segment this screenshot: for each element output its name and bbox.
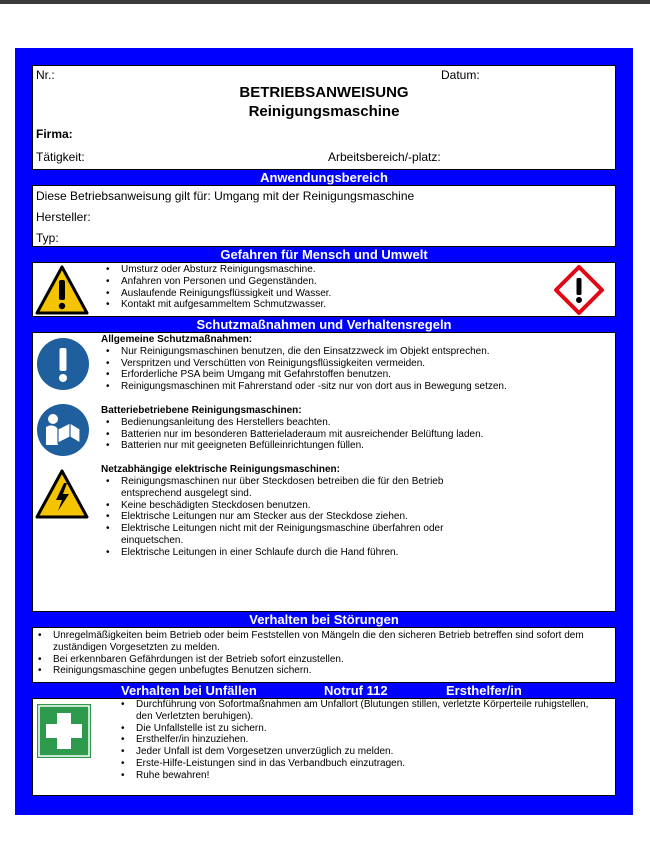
list-item: • Kontakt mit aufgesammeltem Schmutzwasser. bbox=[101, 299, 541, 311]
document-title: BETRIEBSANWEISUNG bbox=[239, 84, 409, 101]
list-item: • Elektrische Leitungen nicht mit der Reinigungsmaschine überfahren oder einquetschen. bbox=[101, 523, 496, 547]
header-box bbox=[32, 65, 616, 170]
list-item: • Durchführung von Sofortmaßnahmen am Unfallort (Blutungen stillen, verletzte Körperteile ruhigstellen, den Verletzten beruhigen). bbox=[116, 699, 606, 723]
nr-label: Nr.: bbox=[36, 68, 55, 82]
list-item: • Ruhe bewahren! bbox=[116, 770, 606, 782]
list-item: • Die Unfallstelle ist zu sichern. bbox=[116, 723, 606, 735]
schutz-content bbox=[101, 334, 601, 559]
unfaelle-heading: Verhalten bei Unfällen bbox=[121, 683, 257, 698]
list-item: • Erste-Hilfe-Leistungen sind in das Verbandbuch einzutragen. bbox=[116, 758, 606, 770]
list-item: • Jeder Unfall ist dem Vorgesetzen unverzüglich zu melden. bbox=[116, 746, 606, 758]
list-item: • Nur Reinigungsmaschinen benutzen, die den Einsatzzweck im Objekt entsprechen. bbox=[101, 346, 541, 358]
arbeitsbereich-label: Arbeitsbereich/-platz: bbox=[328, 150, 441, 164]
warning-triangle-icon bbox=[35, 265, 89, 315]
schutz-heading: Schutzmaßnahmen und Verhaltensregeln bbox=[32, 317, 616, 332]
ersthelfer-label: Ersthelfer/in bbox=[446, 683, 522, 698]
list-item: • Elektrische Leitungen in einer Schlaufe durch die Hand führen. bbox=[101, 547, 496, 559]
firma-label: Firma: bbox=[36, 127, 73, 141]
allgemein-heading: Allgemeine Schutzmaßnahmen: bbox=[101, 334, 253, 345]
anwendungsbereich-box bbox=[32, 185, 616, 247]
notruf-label: Notruf 112 bbox=[324, 683, 388, 698]
sheet bbox=[32, 65, 616, 796]
list-item: • Reinigungsmaschinen nur über Steckdosen betreiben die für den Betrieb entsprechend ausgelegt sind. bbox=[101, 476, 496, 500]
list-item: • Bedienungsanleitung des Herstellers beachten. bbox=[101, 417, 601, 429]
list-item: • Keine beschädigten Steckdosen benutzen. bbox=[101, 500, 496, 512]
first-aid-icon bbox=[37, 704, 91, 758]
list-item: • Unregelmäßigkeiten beim Betrieb oder beim Feststellen von Mängeln die den sicheren Betrieb betreffen sind sofort dem zuständigen Vorgesetzten zu melden. bbox=[33, 630, 611, 654]
gilt-fuer-text: Diese Betriebsanweisung gilt für: Umgang mit der Reinigungsmaschine bbox=[36, 189, 415, 203]
taetigkeit-label: Tätigkeit: bbox=[36, 150, 85, 164]
list-item: • Verspritzen und Verschütten von Reinigungsflüssigkeiten vermeiden. bbox=[101, 358, 541, 370]
electrical-hazard-icon bbox=[35, 469, 89, 519]
datum-label: Datum: bbox=[441, 68, 480, 82]
netz-heading: Netzabhängige elektrische Reinigungsmaschinen: bbox=[101, 464, 340, 476]
stoerungen-heading: Verhalten bei Störungen bbox=[32, 612, 616, 627]
gefahren-list bbox=[101, 264, 541, 311]
list-item: • Reinigungsmaschine gegen unbefugtes Benutzen sichern. bbox=[33, 665, 611, 677]
batterie-heading: Batteriebetriebene Reinigungsmaschinen: bbox=[101, 404, 302, 416]
netz-list bbox=[101, 476, 496, 559]
list-item: • Bei erkennbaren Gefährdungen ist der Betrieb sofort einzustellen. bbox=[33, 654, 611, 666]
document-subtitle: Reinigungsmaschine bbox=[248, 103, 400, 120]
unfaelle-heading-bar bbox=[32, 683, 616, 698]
ghs-exclamation-icon bbox=[553, 264, 605, 316]
document-frame bbox=[15, 48, 633, 815]
gefahren-box bbox=[32, 262, 616, 317]
unfaelle-box bbox=[32, 698, 616, 796]
top-border bbox=[0, 0, 650, 4]
allgemein-list bbox=[101, 346, 541, 393]
hersteller-label: Hersteller: bbox=[36, 210, 91, 224]
list-item: • Umsturz oder Absturz Reinigungsmaschine. bbox=[101, 264, 541, 276]
mandatory-notice-icon bbox=[36, 337, 90, 391]
list-item: • Ersthelfer/in hinzuziehen. bbox=[116, 734, 606, 746]
read-manual-icon bbox=[36, 403, 90, 457]
list-item: • Elektrische Leitungen nur am Stecker aus der Steckdose ziehen. bbox=[101, 511, 496, 523]
list-item: • Batterien nur im besonderen Batterieladeraum mit ausreichender Belüftung laden. bbox=[101, 429, 601, 441]
list-item: • Batterien nur mit geeigneten Befülleinrichtungen füllen. bbox=[101, 440, 601, 452]
list-item: • Auslaufende Reinigungsflüssigkeit und Wasser. bbox=[101, 288, 541, 300]
list-item: • Reinigungsmaschinen mit Fahrerstand oder -sitz nur von dort aus in Bewegung setzen. bbox=[101, 381, 526, 393]
list-item: • Anfahren von Personen und Gegenständen. bbox=[101, 276, 541, 288]
stoerungen-box bbox=[32, 627, 616, 683]
typ-label: Typ: bbox=[36, 231, 59, 245]
batterie-list bbox=[101, 417, 601, 452]
gefahren-heading: Gefahren für Mensch und Umwelt bbox=[32, 247, 616, 262]
anwendungsbereich-heading: Anwendungsbereich bbox=[32, 170, 616, 185]
stoerungen-list bbox=[33, 630, 611, 677]
schutz-box bbox=[32, 332, 616, 612]
list-item: • Erforderliche PSA beim Umgang mit Gefahrstoffen benutzen. bbox=[101, 369, 541, 381]
unfaelle-list bbox=[116, 699, 606, 782]
